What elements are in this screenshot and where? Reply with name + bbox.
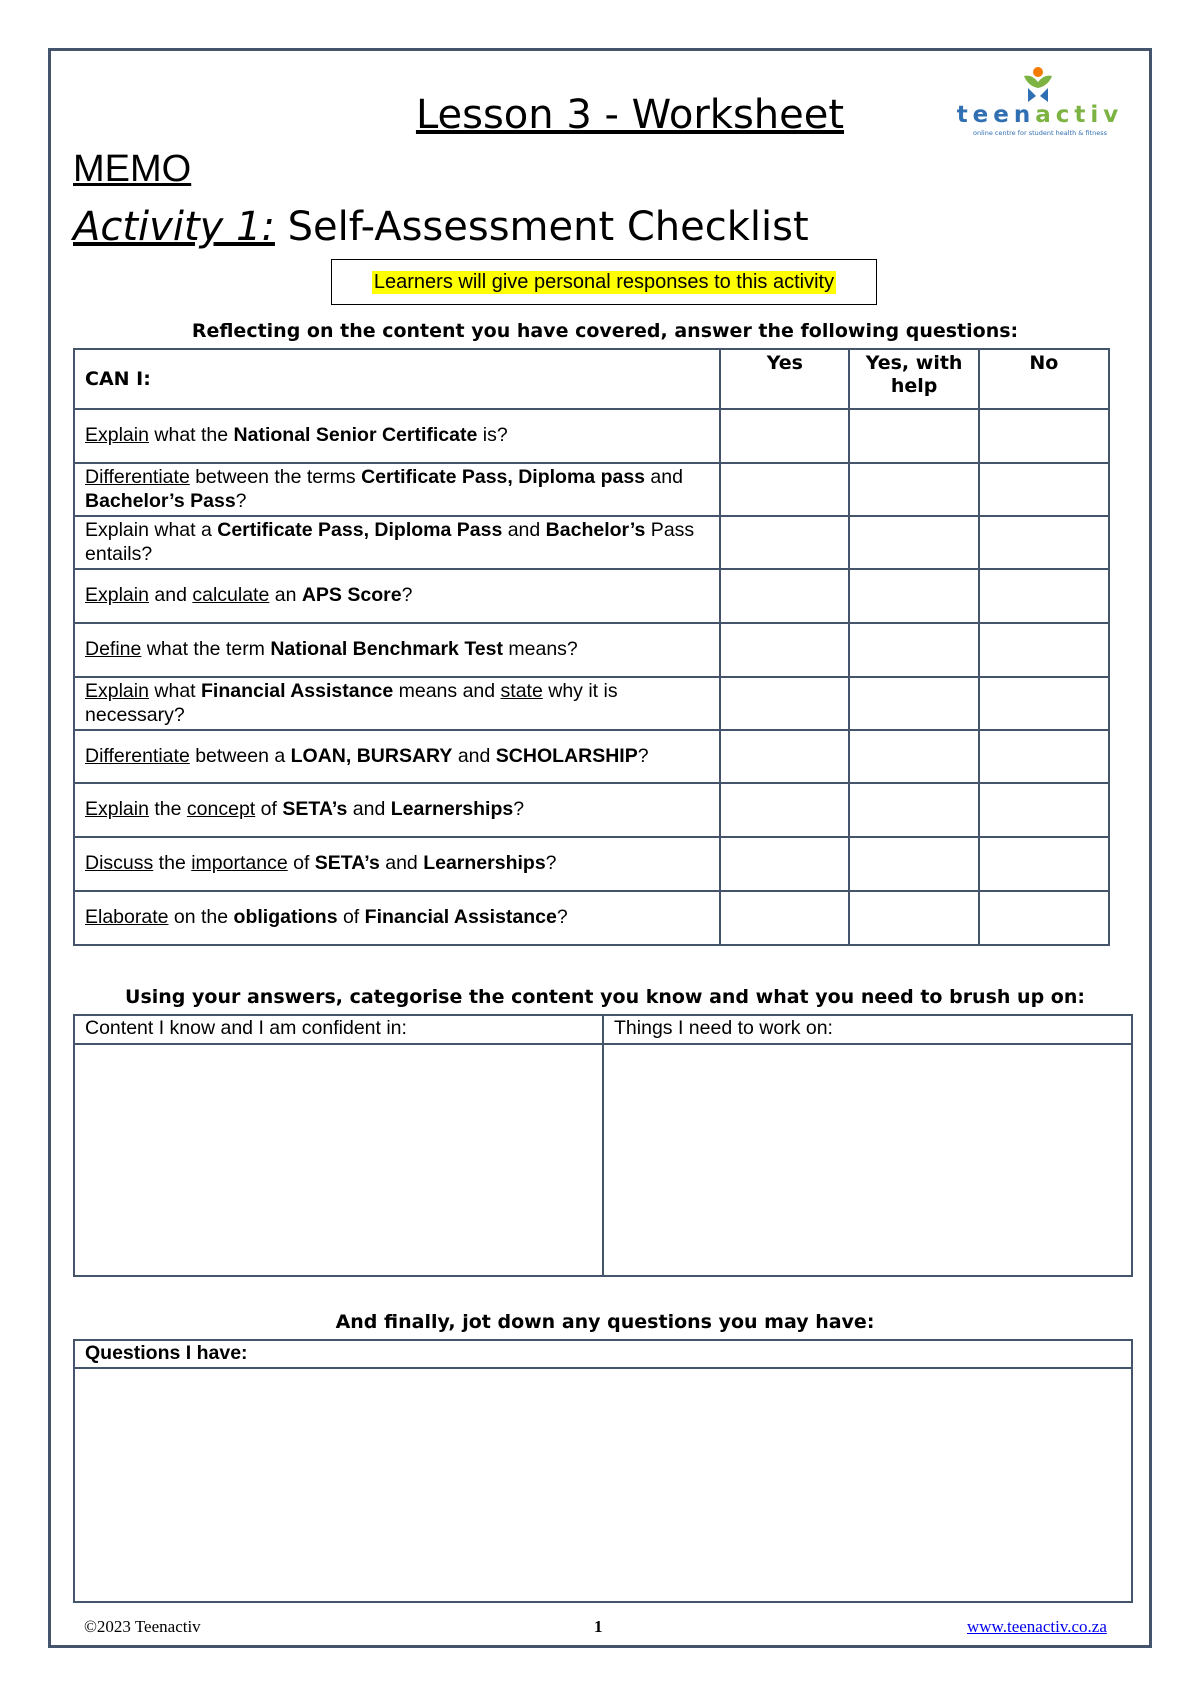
question-text-segment: Certificate Pass, Diploma pass: [361, 466, 646, 489]
categorise-table: [73, 1014, 1133, 1277]
answer-cell-yes[interactable]: [720, 623, 849, 677]
question-text-segment: of: [337, 906, 365, 929]
question-text-segment: means?: [502, 638, 578, 661]
question-text-segment: is?: [477, 424, 508, 447]
question-text-segment: Financial Assistance: [201, 680, 394, 703]
question-text-segment: Explain: [85, 584, 149, 607]
question-text-segment: Certificate Pass, Diploma Pass: [217, 519, 503, 542]
question-text-segment: Learnerships: [423, 852, 546, 875]
question-text-segment: and: [379, 852, 424, 875]
answer-cell-no[interactable]: [979, 783, 1109, 837]
answer-cell-no[interactable]: [979, 569, 1109, 623]
question-text-segment: and: [148, 584, 193, 607]
questions-field[interactable]: [74, 1368, 1132, 1602]
question-text-segment: Explain: [85, 680, 149, 703]
question-text-segment: means and: [393, 680, 501, 703]
question-text-segment: Elaborate: [85, 906, 169, 929]
known-content-field[interactable]: [74, 1044, 603, 1276]
known-content-label: Content I know and I am confident in:: [74, 1015, 603, 1044]
answer-cell-yes-with-help[interactable]: [849, 677, 978, 730]
questions-table: [73, 1339, 1133, 1603]
answer-cell-yes[interactable]: [720, 409, 849, 463]
notice-text: Learners will give personal responses to this activity: [373, 270, 835, 293]
checklist-row: [74, 409, 1109, 463]
page-title: Lesson 3 - Worksheet: [415, 92, 845, 138]
answer-cell-no[interactable]: [979, 516, 1109, 569]
checklist-row: [74, 463, 1109, 516]
question-text-segment: Financial Assistance: [364, 906, 557, 929]
answer-cell-no[interactable]: [979, 730, 1109, 783]
answer-cell-yes[interactable]: [720, 783, 849, 837]
self-assessment-table: [73, 348, 1110, 946]
question-text-segment: what the term: [141, 638, 271, 661]
checklist-question: [74, 463, 720, 516]
answer-cell-yes-with-help[interactable]: [849, 516, 978, 569]
answer-cell-yes[interactable]: [720, 730, 849, 783]
question-text-segment: and: [452, 744, 496, 767]
question-text-segment: on the: [168, 906, 234, 929]
question-text-segment: why it is necessary?: [85, 680, 618, 726]
question-text-segment: APS Score: [301, 584, 402, 607]
answer-cell-no[interactable]: [979, 837, 1109, 891]
footer-page-number: 1: [594, 1617, 603, 1636]
checklist-question: [74, 730, 720, 783]
activity-heading: [73, 204, 809, 250]
answer-cell-no[interactable]: [979, 677, 1109, 730]
answer-cell-no[interactable]: [979, 891, 1109, 945]
svg-text:online centre for student heal: online centre for student health & fitness: [973, 129, 1107, 137]
answer-cell-no[interactable]: [979, 463, 1109, 516]
checklist-question: [74, 891, 720, 945]
question-text-segment: calculate: [192, 584, 270, 607]
checklist-row: [74, 623, 1109, 677]
question-text-segment: what: [148, 680, 201, 703]
question-text-segment: Explain: [85, 798, 149, 821]
checklist-question: [74, 783, 720, 837]
answer-cell-yes-with-help[interactable]: [849, 891, 978, 945]
answer-cell-yes-with-help[interactable]: [849, 409, 978, 463]
answer-cell-yes[interactable]: [720, 516, 849, 569]
question-text-segment: Discuss: [85, 852, 154, 875]
column-header-no: No: [979, 349, 1109, 409]
question-text-segment: Differentiate: [85, 466, 190, 489]
question-text-segment: Explain what a: [85, 519, 218, 542]
work-on-field[interactable]: [603, 1044, 1132, 1276]
question-text-segment: Explain: [85, 424, 149, 447]
answer-cell-yes[interactable]: [720, 891, 849, 945]
answer-cell-yes[interactable]: [720, 569, 849, 623]
question-text-segment: Pass entails?: [85, 519, 695, 565]
footer-copyright: ©2023 Teenactiv: [84, 1617, 201, 1636]
answer-cell-no[interactable]: [979, 623, 1109, 677]
question-text-segment: LOAN, BURSARY: [290, 744, 453, 767]
question-text-segment: between a: [189, 744, 291, 767]
question-text-segment: what the: [148, 424, 234, 447]
checklist-question: [74, 677, 720, 730]
question-text-segment: ?: [401, 584, 413, 607]
question-text-segment: Differentiate: [85, 744, 190, 767]
checklist-row: [74, 837, 1109, 891]
questions-heading: And finally, jot down any questions you may have:: [335, 1311, 875, 1333]
question-text-segment: between the terms: [189, 466, 362, 489]
answer-cell-yes[interactable]: [720, 677, 849, 730]
checklist-question: [74, 837, 720, 891]
footer-website-link[interactable]: www.teenactiv.co.za: [967, 1617, 1107, 1636]
checklist-row: [74, 783, 1109, 837]
question-text-segment: SETA’s: [314, 852, 380, 875]
checklist-question: [74, 623, 720, 677]
question-text-segment: of: [287, 852, 315, 875]
question-text-segment: ?: [235, 489, 247, 512]
answer-cell-no[interactable]: [979, 409, 1109, 463]
question-text-segment: obligations: [233, 906, 338, 929]
question-text-segment: Define: [85, 638, 142, 661]
answer-cell-yes-with-help[interactable]: [849, 463, 978, 516]
column-header-yes-with-help: Yes, with help: [849, 349, 978, 409]
activity-number: Activity 1:: [73, 204, 275, 250]
question-text-segment: SETA’s: [282, 798, 348, 821]
checklist-row: [74, 730, 1109, 783]
answer-cell-yes-with-help[interactable]: [849, 783, 978, 837]
checklist-question: [74, 569, 720, 623]
question-text-segment: ?: [556, 906, 568, 929]
work-on-label: Things I need to work on:: [603, 1015, 1132, 1044]
question-text-segment: concept: [186, 798, 256, 821]
questions-label: Questions I have:: [74, 1340, 1132, 1368]
question-text-segment: SCHOLARSHIP: [495, 744, 638, 767]
checklist-row: [74, 677, 1109, 730]
checklist-row: [74, 891, 1109, 945]
checklist-heading: Reflecting on the content you have covered, answer the following questions:: [191, 320, 1019, 342]
question-text-segment: the: [153, 852, 192, 875]
teenactiv-logo: [940, 66, 1140, 146]
column-header-yes: Yes: [720, 349, 849, 409]
question-text-segment: Bachelor’s: [545, 519, 646, 542]
question-text-segment: ?: [545, 852, 557, 875]
answer-cell-yes[interactable]: [720, 837, 849, 891]
activity-title: Self-Assessment Checklist: [274, 204, 809, 250]
answer-cell-yes-with-help[interactable]: [849, 623, 978, 677]
question-text-segment: of: [255, 798, 283, 821]
question-text-segment: National Senior Certificate: [233, 424, 478, 447]
question-text-segment: state: [500, 680, 543, 703]
column-header-can-i: CAN I:: [74, 349, 720, 409]
checklist-row: [74, 516, 1109, 569]
question-text-segment: the: [148, 798, 187, 821]
question-text-segment: ?: [637, 744, 649, 767]
answer-cell-yes-with-help[interactable]: [849, 569, 978, 623]
question-text-segment: and: [347, 798, 391, 821]
checklist-row: [74, 569, 1109, 623]
question-text-segment: National Benchmark Test: [270, 638, 503, 661]
question-text-segment: and: [502, 519, 546, 542]
answer-cell-yes-with-help[interactable]: [849, 837, 978, 891]
categorise-heading: Using your answers, categorise the content you know and what you need to brush up on:: [125, 986, 1085, 1008]
answer-cell-yes-with-help[interactable]: [849, 730, 978, 783]
svg-text:teenactiv: teenactiv: [956, 102, 1124, 128]
question-text-segment: Bachelor’s Pass: [85, 489, 236, 512]
answer-cell-yes[interactable]: [720, 463, 849, 516]
question-text-segment: and: [645, 466, 683, 489]
question-text-segment: Learnerships: [390, 798, 514, 821]
question-text-segment: importance: [191, 852, 288, 875]
question-text-segment: ?: [513, 798, 525, 821]
notice-box: [331, 259, 877, 305]
checklist-question: [74, 409, 720, 463]
checklist-question: [74, 516, 720, 569]
question-text-segment: an: [269, 584, 302, 607]
logo-icon: [940, 66, 1140, 146]
memo-label: MEMO: [73, 148, 192, 190]
